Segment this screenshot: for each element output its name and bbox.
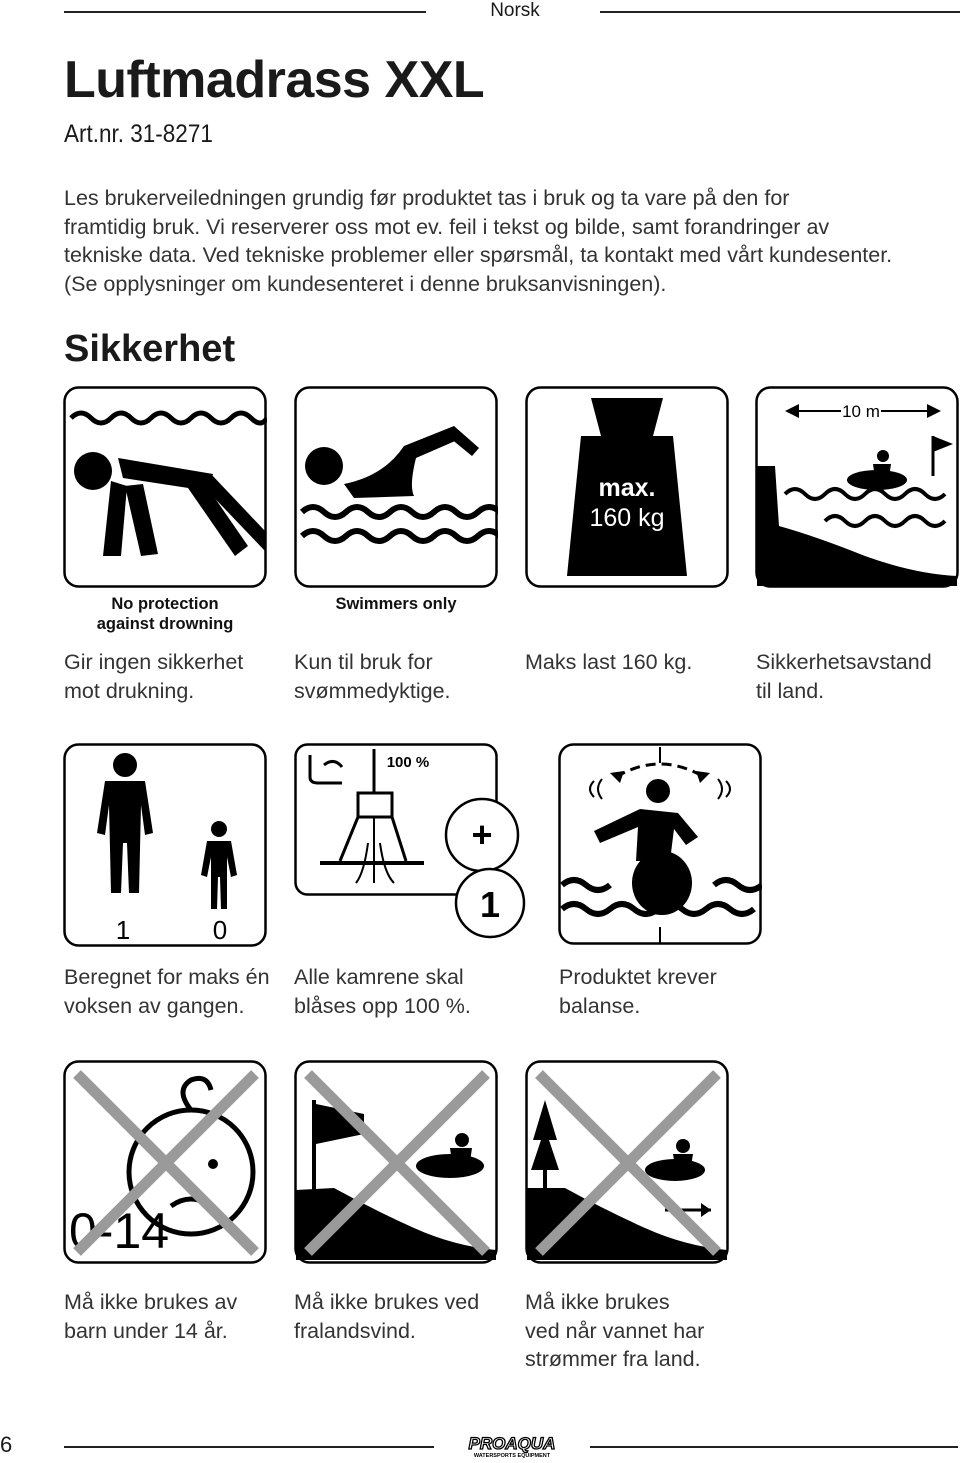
weight-value-text: 160 kg bbox=[589, 504, 665, 532]
caption-line: Må ikke brukes bbox=[525, 1290, 670, 1314]
caption-line: strømmer fra land. bbox=[525, 1347, 701, 1371]
intro-line: framtidig bruk. Vi reserverer oss mot ev. feil i tekst og bilde, samt forandringer av bbox=[64, 214, 830, 239]
caption-line: Produktet krever bbox=[559, 965, 717, 989]
no-offshore-current-icon bbox=[525, 1060, 729, 1264]
caption-line: barn under 14 år. bbox=[64, 1318, 228, 1343]
weight-max-text: max. bbox=[598, 474, 656, 502]
label-line: Swimmers only bbox=[335, 595, 457, 613]
adult-count-text: 1 bbox=[115, 915, 131, 945]
caption-line: svømmedyktige. bbox=[294, 678, 451, 703]
brand-tagline: WATERSPORTS EQUIPMENT bbox=[473, 1453, 551, 1458]
page-number: 6 bbox=[0, 1432, 13, 1457]
caption-line: balanse. bbox=[559, 993, 641, 1018]
distance-text: 10 m bbox=[842, 402, 880, 421]
brand-name: PROAQUA bbox=[468, 1434, 556, 1453]
no-offshore-wind-caption bbox=[294, 1288, 514, 1345]
no-protection-label bbox=[63, 594, 267, 634]
distance-caption bbox=[756, 648, 956, 705]
caption-line: Må ikke brukes av bbox=[64, 1290, 238, 1314]
balance-caption bbox=[559, 963, 779, 1020]
intro-line: (Se opplysninger om kundesenteret i denne bruksanvisningen). bbox=[64, 271, 667, 296]
section-title: Sikkerhet bbox=[64, 328, 236, 370]
one-adult-caption bbox=[64, 963, 294, 1020]
footer-rule-left bbox=[64, 1446, 434, 1448]
intro-line: Les brukerveiledningen grundig før produktet tas i bruk og ta vare på den for bbox=[64, 186, 790, 210]
no-protection-caption bbox=[64, 648, 284, 705]
page-title: Luftmadrass XXL bbox=[64, 51, 485, 109]
caption-line: mot drukning. bbox=[64, 678, 195, 703]
caption-line: Alle kamrene skal bbox=[294, 965, 464, 989]
label-line: No protection bbox=[111, 595, 219, 613]
caption-line: blåses opp 100 %. bbox=[294, 993, 471, 1018]
swimmers-only-label bbox=[294, 594, 498, 614]
max-load-caption bbox=[525, 648, 745, 677]
no-offshore-wind-icon bbox=[294, 1060, 498, 1264]
caption-line: Sikkerhetsavstand bbox=[756, 650, 932, 674]
no-protection-icon bbox=[63, 386, 267, 588]
brand-logo bbox=[442, 1434, 582, 1463]
caption-line: ved når vannet har bbox=[525, 1318, 705, 1343]
caption-line: fralandsvind. bbox=[294, 1318, 416, 1343]
no-offshore-current-caption bbox=[525, 1288, 765, 1374]
balance-icon bbox=[558, 743, 762, 945]
no-children-icon bbox=[63, 1060, 267, 1264]
caption-line: Gir ingen sikkerhet bbox=[64, 650, 244, 674]
label-line: against drowning bbox=[96, 615, 234, 633]
swimmers-only-caption bbox=[294, 648, 514, 705]
distance-icon bbox=[755, 386, 959, 588]
weight-icon bbox=[525, 386, 729, 588]
plus-text: + bbox=[471, 814, 493, 855]
header-rule-left bbox=[64, 11, 426, 13]
caption-line: til land. bbox=[756, 678, 825, 703]
header-rule-right bbox=[600, 11, 960, 13]
inflate-caption bbox=[294, 963, 524, 1020]
article-number: Art.nr. 31-8271 bbox=[64, 120, 213, 148]
age-text: 0-14 bbox=[69, 1203, 170, 1259]
intro-text bbox=[64, 184, 894, 298]
one-text: 1 bbox=[479, 884, 501, 925]
child-count-text: 0 bbox=[212, 915, 228, 945]
caption-line: Beregnet for maks én bbox=[64, 965, 270, 989]
caption-line: Må ikke brukes ved bbox=[294, 1290, 480, 1314]
inflate-icon bbox=[294, 743, 530, 939]
percent-text: 100 % bbox=[386, 754, 430, 771]
caption-line: voksen av gangen. bbox=[64, 993, 245, 1018]
intro-line: tekniske data. Ved tekniske problemer eller spørsmål, ta kontakt med vårt kundesenter. bbox=[64, 243, 893, 267]
no-children-caption bbox=[64, 1288, 284, 1345]
language-label: Norsk bbox=[490, 0, 540, 21]
swimmer-icon bbox=[294, 386, 498, 588]
one-adult-icon bbox=[63, 743, 267, 947]
footer-rule-right bbox=[590, 1446, 958, 1448]
caption-line: Maks last 160 kg. bbox=[525, 650, 693, 674]
caption-line: Kun til bruk for bbox=[294, 650, 433, 674]
